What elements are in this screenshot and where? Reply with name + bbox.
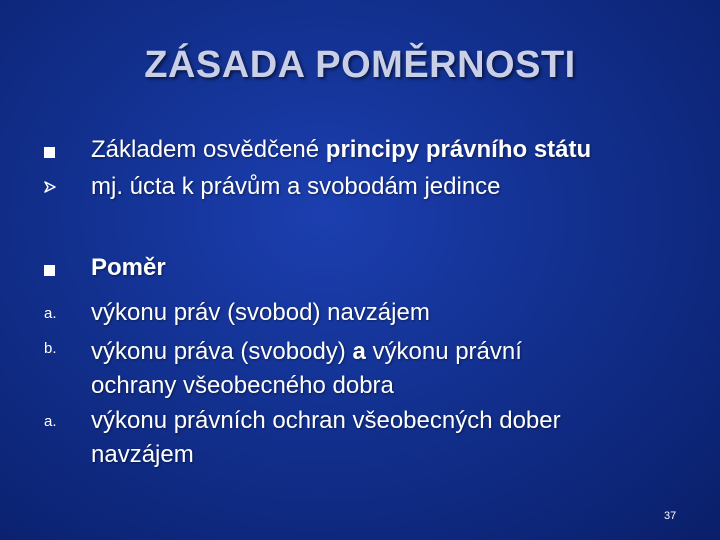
list-item-text: výkonu práv (svobod) navzájem <box>91 299 430 326</box>
list-item-text: výkonu právních ochran všeobecných dober <box>91 407 561 434</box>
slide-title: ZÁSADA POMĚRNOSTI <box>144 44 576 86</box>
list-item-text-part: výkonu právní <box>365 338 522 365</box>
list-marker: a. <box>44 305 57 322</box>
square-bullet-icon <box>44 140 74 162</box>
bullet-text: Poměr <box>91 254 166 281</box>
bullet-text-bold: principy právního státu <box>325 136 592 163</box>
bullet-text <box>91 133 691 167</box>
list-item-text-bold: a <box>352 338 366 365</box>
square-bullet-icon <box>44 258 74 280</box>
bullet-text-plain: Základem osvědčené <box>91 136 326 163</box>
list-item-text-continuation: navzájem <box>91 441 194 468</box>
list-item-text-continuation: ochrany všeobecného dobra <box>91 372 394 399</box>
arrow-bullet-icon <box>44 176 74 193</box>
list-item-text-part: výkonu práva (svobody) <box>91 338 353 365</box>
list-marker: a. <box>44 413 57 430</box>
list-marker: b. <box>44 340 57 357</box>
bullet-text: mj. úcta k právům a svobodám jedince <box>91 173 501 200</box>
page-number: 37 <box>664 510 677 522</box>
list-item-text <box>91 335 691 369</box>
